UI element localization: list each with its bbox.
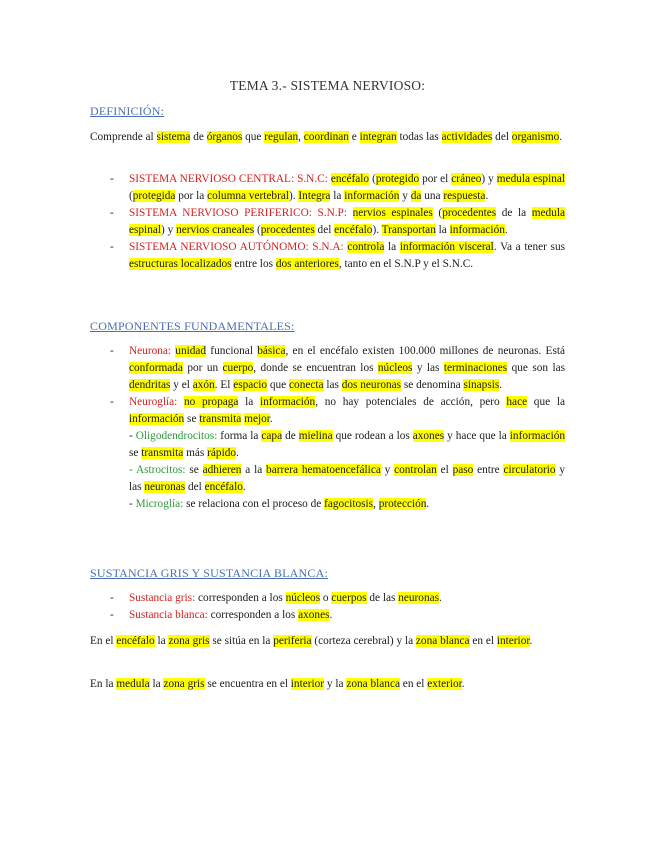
text-run: , donde se encuentran los [253, 362, 378, 374]
highlighted-text: no propaga [184, 396, 239, 408]
text-run: se denomina [401, 379, 464, 391]
highlighted-text: núcleos [377, 362, 413, 374]
text-run: las [323, 379, 342, 391]
text-run: Oligodendrocitos: [135, 430, 218, 442]
highlighted-text: capa [261, 430, 283, 442]
highlighted-text: órganos [206, 131, 243, 143]
highlighted-text: espacio [233, 379, 268, 391]
highlighted-text: medula [116, 678, 150, 690]
sustancia-paragraph-2 [90, 676, 565, 693]
text-run: - [129, 430, 136, 442]
highlighted-text: zona blanca [346, 678, 400, 690]
text-run: y la [324, 678, 347, 690]
text-run: ( [129, 190, 133, 202]
text-run: la [384, 241, 400, 253]
highlighted-text: paso [452, 464, 474, 476]
highlighted-text: encéfalo [334, 224, 373, 236]
text-run: de la [496, 207, 532, 219]
highlighted-text: da [410, 190, 422, 202]
highlighted-text: mejor [244, 413, 270, 425]
highlighted-text: sistema [156, 131, 191, 143]
text-run: la [330, 190, 345, 202]
text-run: todas las [396, 131, 442, 143]
highlighted-text: medula espinal [129, 207, 565, 236]
text-run: ) y [481, 173, 497, 185]
highlighted-text: protegido [375, 173, 420, 185]
text-run: ). [372, 224, 382, 236]
text-run: ). [289, 190, 299, 202]
list-item-snc: - SISTEMA NERVIOSO CENTRAL: S.N.C: encéfalo (protegido por el cráneo) y medula espinal (protegida por la columna vertebral). Integra la información y da una respuesta. [110, 173, 566, 202]
text-run: del [185, 481, 205, 493]
sub-item-oligodendrocitos [129, 428, 565, 462]
text-run: corresponden a los [195, 592, 286, 604]
text-run: el [436, 464, 453, 476]
highlighted-text: periferia [273, 635, 312, 647]
highlighted-text: axones [412, 430, 445, 442]
text-run: se sitúa en la [209, 635, 274, 647]
text-run: funcional [206, 345, 258, 357]
text-run: - Astrocitos: [129, 464, 186, 476]
text-run: , [298, 131, 304, 143]
text-run: en el [399, 678, 428, 690]
text-run: , tanto en el S.N.P y el S.N.C. [338, 258, 474, 270]
text-run: y las [412, 362, 444, 374]
text-run: que [267, 379, 290, 391]
heading-definicion: DEFINICIÓN: [90, 104, 165, 118]
highlighted-text: cuerpos [331, 592, 367, 604]
text-run: (corteza cerebral) y la [311, 635, 416, 647]
text-run: . [461, 678, 465, 690]
highlighted-text: zona gris [168, 635, 210, 647]
text-run: se relaciona con el proceso de [183, 498, 325, 510]
highlighted-text: axones [298, 609, 330, 621]
highlighted-text: interior [290, 678, 325, 690]
text-run: . [329, 609, 333, 621]
text-run: una [421, 190, 444, 202]
highlighted-text: información [509, 430, 566, 442]
text-run: . [269, 413, 273, 425]
highlighted-text: zona blanca [415, 635, 470, 647]
highlighted-text: protegida [132, 190, 176, 202]
text-run: - [129, 498, 136, 510]
text-run: ( [254, 224, 261, 236]
text-run: y las [129, 464, 566, 493]
text-run: entre los [231, 258, 276, 270]
highlighted-text: hace [506, 396, 528, 408]
highlighted-text: fagocitosis [324, 498, 374, 510]
highlighted-text: zona gris [163, 678, 205, 690]
text-run: y [399, 190, 411, 202]
text-run: . [499, 379, 503, 391]
heading-sustancia: SUSTANCIA GRIS Y SUSTANCIA BLANCA: [90, 566, 329, 580]
highlighted-text: Integra [298, 190, 331, 202]
definicion-intro [90, 129, 565, 146]
definicion-list [90, 171, 565, 273]
text-run: Sustancia blanca: [129, 609, 208, 621]
highlighted-text: encéfalo [204, 481, 243, 493]
document-title: TEMA 3.- SISTEMA NERVIOSO: [229, 78, 426, 93]
highlighted-text: dos neuronas [341, 379, 402, 391]
list-item-neuroglia: - Neuroglía: no propaga la información, no hay potenciales de acción, pero hace que la información se transmita mejor. - Oligodendrocitos: forma la capa de mielina que rodean a los axones y hace que la información se transmita más rápido. - Astrocitos: se adhieren a la barrera hematoencefálica y controlan el paso entre circulatorio y las neuronas del encéfalo. - Microglía: se relaciona con el proceso de fagocitosis, protección. [90, 394, 565, 513]
highlighted-text: conformada [129, 362, 183, 374]
text-run: . El [214, 379, 234, 391]
highlighted-text: regulan [264, 131, 299, 143]
text-run: . [529, 635, 533, 647]
text-run: . Va a tener sus [493, 241, 565, 253]
text-run: . [504, 224, 508, 236]
text-run: En la [90, 678, 117, 690]
text-run: o [320, 592, 332, 604]
highlighted-text: controlan [394, 464, 437, 476]
text-run: Sustancia gris: [129, 592, 196, 604]
list-item-sustancia-blanca: - Sustancia blanca: corresponden a los axones. [110, 609, 333, 621]
componentes-list [90, 343, 565, 513]
highlighted-text: circulatorio [503, 464, 556, 476]
text-run: . [242, 481, 246, 493]
text-run: que [242, 131, 265, 143]
text-run: . [559, 131, 563, 143]
highlighted-text: neuronas [144, 481, 186, 493]
highlighted-text: cráneo [451, 173, 482, 185]
text-run: , [373, 498, 379, 510]
text-run: se encuentra en el [204, 678, 291, 690]
highlighted-text: transmita [199, 413, 242, 425]
highlighted-text: interior [496, 635, 530, 647]
highlighted-text: nervios espinales [352, 207, 433, 219]
highlighted-text: coordinan [303, 131, 349, 143]
text-run: . [426, 498, 430, 510]
text-run: . [439, 592, 442, 604]
highlighted-text: rápido [207, 447, 237, 459]
text-run: SISTEMA NERVIOSO AUTÓNOMO: S.N.A: [129, 241, 348, 253]
text-run: que rodean a los [332, 430, 413, 442]
highlighted-text: organismo [511, 131, 560, 143]
highlighted-text: nervios craneales [176, 224, 255, 236]
highlighted-text: protección [378, 498, 427, 510]
list-item-sustancia-gris: - Sustancia gris: corresponden a los núcleos o cuerpos de las neuronas. [110, 592, 442, 604]
highlighted-text: información [449, 224, 505, 236]
text-run: se [129, 447, 142, 459]
highlighted-text: actividades [441, 131, 493, 143]
text-run: corresponden a los [207, 609, 299, 621]
highlighted-text: integran [359, 131, 397, 143]
text-run: , no hay potenciales de acción, pero [315, 396, 507, 408]
list-item-sna: - SISTEMA NERVIOSO AUTÓNOMO: S.N.A: controla la información visceral. Va a tener sus estructuras localizados entre los dos anteriores, tanto en el S.N.P y el S.N.C. [110, 241, 565, 270]
highlighted-text: exterior [427, 678, 462, 690]
text-run: SISTEMA NERVIOSO PERIFERICO: S.N.P: [129, 207, 353, 219]
sustancia-list [90, 590, 565, 624]
highlighted-text: adhieren [202, 464, 242, 476]
text-run: de [190, 131, 207, 143]
highlighted-text: información [344, 190, 400, 202]
highlighted-text: información visceral [399, 241, 494, 253]
text-run: ( [369, 173, 376, 185]
highlighted-text: axón [192, 379, 215, 391]
text-run: Microglía: [135, 498, 184, 510]
highlighted-text: Transportan [381, 224, 436, 236]
text-run: entre [473, 464, 504, 476]
text-run: por la [175, 190, 208, 202]
text-run: en el [469, 635, 497, 647]
highlighted-text: conecta [289, 379, 324, 391]
sub-item-microglia [129, 496, 565, 513]
text-run: forma la [217, 430, 262, 442]
highlighted-text: información [259, 396, 316, 408]
text-run: a la [241, 464, 267, 476]
text-run: Neurona: [129, 345, 176, 357]
text-run: se [184, 413, 200, 425]
text-run: más [183, 447, 208, 459]
highlighted-text: procedentes [442, 207, 497, 219]
highlighted-text: encéfalo [330, 173, 370, 185]
text-run: Comprende al [90, 131, 157, 143]
text-run: ) y [161, 224, 177, 236]
text-run: . [236, 447, 239, 459]
highlighted-text: barrera hematoencefálica [266, 464, 381, 476]
text-run: la [435, 224, 450, 236]
text-run: por el [419, 173, 452, 185]
text-run: En el [90, 635, 117, 647]
highlighted-text: dos anteriores [275, 258, 339, 270]
text-run: que la [527, 396, 565, 408]
highlighted-text: estructuras localizados [129, 258, 232, 270]
sustancia-paragraph-1 [90, 633, 565, 650]
text-run: por un [182, 362, 223, 374]
highlighted-text: cuerpo [222, 362, 254, 374]
text-run: del [314, 224, 335, 236]
highlighted-text: columna vertebral [207, 190, 289, 202]
highlighted-text: básica [257, 345, 286, 357]
list-item-neurona: - Neurona: unidad funcional básica, en el encéfalo existen 100.000 millones de neuronas. Está conformada por un cuerpo, donde se encuentran los núcleos y las terminaciones que son las dendritas y el axón. El espacio que conecta las dos neuronas se denomina sinapsis. [110, 345, 566, 391]
text-run: SISTEMA NERVIOSO CENTRAL: S.N.C: [129, 173, 331, 185]
text-run: se [185, 464, 203, 476]
highlighted-text: núcleos [285, 592, 321, 604]
highlighted-text: dendritas [129, 379, 171, 391]
heading-componentes: COMPONENTES FUNDAMENTALES: [90, 319, 295, 333]
text-run: ( [432, 207, 443, 219]
text-run: y [380, 464, 395, 476]
text-run: del [492, 131, 512, 143]
highlighted-text: neuronas [398, 592, 439, 604]
highlighted-text: información [129, 413, 185, 425]
text-run: la [154, 635, 169, 647]
highlighted-text: sinapsis [463, 379, 500, 391]
text-run: de [282, 430, 299, 442]
sub-item-astrocitos [129, 462, 565, 496]
text-run: , en el encéfalo existen 100.000 millones de neuronas. Está [285, 345, 566, 357]
text-run: que son las [507, 362, 565, 374]
text-run: Neuroglía: [129, 396, 185, 408]
text-run: . [485, 190, 489, 202]
highlighted-text: medula espinal [496, 173, 566, 185]
highlighted-text: unidad [175, 345, 207, 357]
text-run: y el [170, 379, 193, 391]
text-run: la [238, 396, 260, 408]
highlighted-text: mielina [298, 430, 333, 442]
highlighted-text: controla [347, 241, 385, 253]
highlighted-text: terminaciones [443, 362, 508, 374]
text-run: y hace que la [444, 430, 510, 442]
text-run: de las [366, 592, 399, 604]
text-run: la [149, 678, 164, 690]
text-run: e [348, 131, 360, 143]
highlighted-text: respuesta [443, 190, 486, 202]
highlighted-text: transmita [141, 447, 184, 459]
list-item-snp: - SISTEMA NERVIOSO PERIFERICO: S.N.P: nervios espinales (procedentes de la medula espinal) y nervios craneales (procedentes del encéfalo). Transportan la información. [110, 207, 565, 236]
highlighted-text: encéfalo [116, 635, 155, 647]
highlighted-text: procedentes [260, 224, 315, 236]
